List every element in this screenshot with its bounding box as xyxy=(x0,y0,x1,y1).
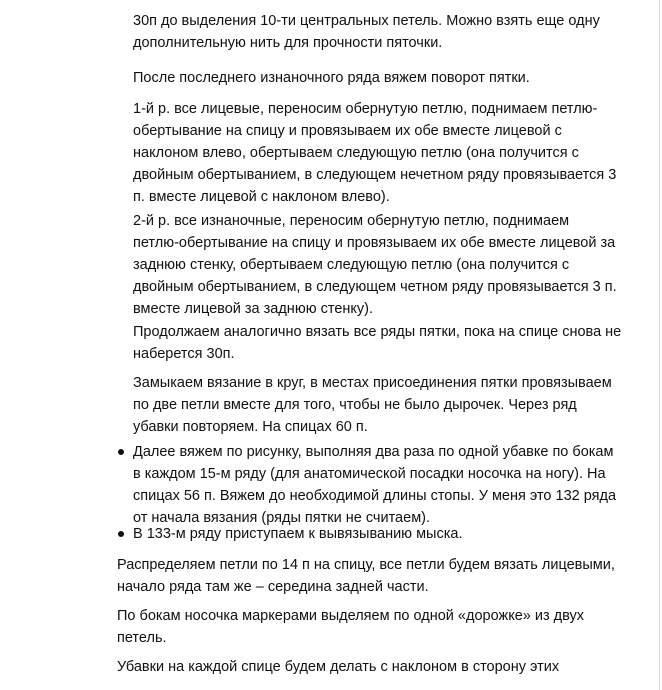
text-line: 2-й р. все изнаночные, переносим обернутую петлю, поднимаем xyxy=(133,213,570,229)
text-line: убавки повторяем. На спицах 60 п. xyxy=(133,419,368,435)
paragraph-heel-turn xyxy=(133,67,530,89)
text-line: п. вместе лицевой с наклоном влево). xyxy=(133,189,390,205)
paragraph-row-2 xyxy=(133,210,617,320)
text-line: В 133-м ряду приступаем к вывязыванию мыска. xyxy=(133,526,463,542)
text-line: 30п до выделения 10-ти центральных петель. Можно взять еще одну xyxy=(133,13,600,29)
bullet-item-foot xyxy=(133,441,616,529)
paragraph-continue xyxy=(133,321,621,365)
paragraph-decreases xyxy=(117,656,559,678)
paragraph-intro xyxy=(133,10,600,54)
text-line: заднюю стенку, обертываем следующую петлю (она получится с xyxy=(133,257,570,273)
text-line: по две петли вместе для того, чтобы не было дырочек. Через ряд xyxy=(133,397,577,413)
bullet-dot-icon xyxy=(118,449,124,455)
text-line: По бокам носочка маркерами выделяем по одной «дорожке» из двух xyxy=(117,608,584,624)
text-line: дополнительную нить для прочности пяточки. xyxy=(133,35,443,51)
text-line: Замыкаем вязание в круг, в местах присоединения пятки провязываем xyxy=(133,375,612,391)
text-line: двойным обертыванием, в следующем четном ряду провязывается 3 п. xyxy=(133,279,617,295)
paragraph-markers xyxy=(117,605,584,649)
text-line: Распределяем петли по 14 п на спицу, все петли будем вязать лицевыми, xyxy=(117,557,615,573)
text-line: обертывание на спицу и провязываем их обе вместе лицевой с xyxy=(133,123,562,139)
text-line: Далее вяжем по рисунку, выполняя два раза по одной убавке по бокам xyxy=(133,444,614,460)
text-line: Продолжаем аналогично вязать все ряды пятки, пока на спице снова не xyxy=(133,324,622,340)
text-line: наклоном влево, обертываем следующую петлю (она получится с xyxy=(133,145,579,161)
text-line: спицах 56 п. Вяжем до необходимой длины стопы. У меня это 132 ряда xyxy=(133,488,617,504)
text-line: петлю-обертывание на спицу и провязываем их обе вместе лицевой за xyxy=(133,235,616,251)
text-line: Убавки на каждой спице будем делать с наклоном в сторону этих xyxy=(117,659,560,675)
paragraph-distribute xyxy=(117,554,615,598)
bullet-item-toe xyxy=(133,523,462,545)
text-line: 1-й р. все лицевые, переносим обернутую петлю, поднимаем петлю- xyxy=(133,101,598,117)
text-line: двойным обертыванием, в следующем нечетном ряду провязывается 3 xyxy=(133,167,617,183)
paragraph-row-1 xyxy=(133,98,616,208)
text-line: вместе лицевой за заднюю стенку). xyxy=(133,301,374,317)
page-edge-divider xyxy=(659,0,660,690)
text-line: петель. xyxy=(117,630,167,646)
text-line: от начала вязания (ряды пятки не считаем). xyxy=(133,510,431,526)
text-line: После последнего изнаночного ряда вяжем поворот пятки. xyxy=(133,70,530,86)
text-line: в каждом 15-м ряду (для анатомической посадки носочка на ногу). На xyxy=(133,466,606,482)
bullet-dot-icon xyxy=(118,531,124,537)
text-line: начало ряда там же – середина задней части. xyxy=(117,579,429,595)
text-line: наберется 30п. xyxy=(133,346,235,362)
paragraph-close-round xyxy=(133,372,612,438)
